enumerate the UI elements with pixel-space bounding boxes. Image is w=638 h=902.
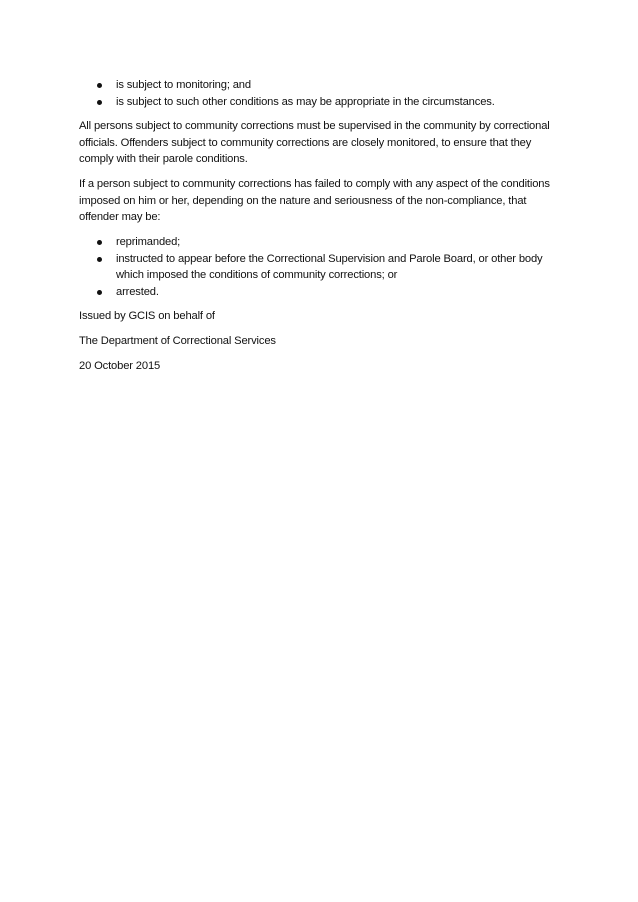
non-compliance-paragraph: If a person subject to community corrections has failed to comply with any aspect of the conditions imposed on him or her, depending on the nature and seriousness of the non-compliance, that offender may be: (79, 178, 550, 223)
list-item (79, 284, 558, 301)
list-item (79, 77, 558, 94)
bullet-icon (97, 257, 102, 262)
list-item-text: arrested. (116, 285, 159, 298)
list-item-text: reprimanded; (116, 236, 181, 248)
list-item (79, 94, 558, 111)
issued-by-line: Issued by GCIS on behalf of (79, 310, 215, 322)
bullet-icon (97, 83, 102, 88)
date-line: 20 October 2015 (79, 360, 161, 372)
list-item (79, 251, 558, 284)
list-item-text: instructed to appear before the Correctional Supervision and Parole Board, or other body which imposed the conditions of community corrections; or (116, 252, 543, 281)
bullet-icon (97, 100, 102, 105)
list-item-text: is subject to monitoring; and (116, 79, 251, 91)
consequences-bullet-list (79, 234, 558, 300)
top-bullet-list (79, 77, 558, 110)
list-item (79, 234, 558, 251)
supervision-paragraph: All persons subject to community corrections must be supervised in the community by correctional officials. Offenders subject to community corrections are closely monitored, to ensure that they comply with their parole conditions. (79, 120, 550, 165)
bullet-icon (97, 290, 102, 295)
department-line: The Department of Correctional Services (79, 335, 276, 347)
list-item-text: is subject to such other conditions as may be appropriate in the circumstances. (116, 95, 495, 108)
bullet-icon (97, 240, 102, 245)
